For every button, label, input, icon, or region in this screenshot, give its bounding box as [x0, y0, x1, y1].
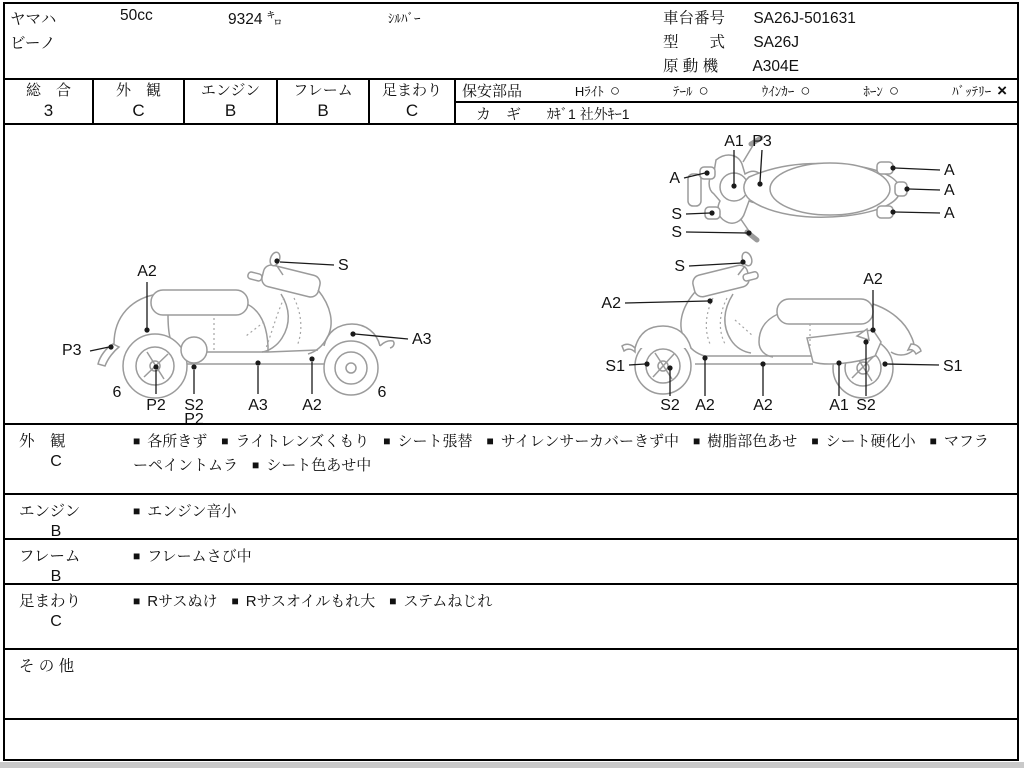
grade-box-undercarriage: [368, 78, 456, 125]
label-body-p3: P3: [752, 133, 772, 150]
grade-undercarriage-label: 足まわり: [381, 82, 442, 99]
safety-parts-title: 保安部品: [462, 83, 523, 100]
top-view-scooter-outline: [688, 138, 907, 240]
condition-other-label: そ の 他: [19, 658, 75, 675]
label-rear-wheel-p2: P2: [146, 397, 166, 414]
label-rear-body-a2: A2: [137, 263, 157, 280]
model-type-value: SA26J: [753, 34, 799, 51]
checkbox-filled-icon: ■: [811, 434, 819, 448]
diagram-right-side-view: [575, 244, 1005, 424]
condition-engine-grade: B: [50, 523, 62, 540]
diagram-top-view: [650, 132, 980, 250]
condition-engine-label: エンジン: [19, 503, 81, 520]
grade-engine-value: B: [224, 101, 237, 120]
condition-item: ■ フレームさび中: [133, 548, 252, 565]
checkbox-filled-icon: ■: [486, 434, 494, 448]
condition-item: ■ Rサスぬけ: [133, 593, 218, 610]
condition-item: ■ エンジン音小: [133, 503, 237, 520]
safety-item-battery: ﾊﾞｯﾃﾘｰ ×: [952, 81, 1007, 100]
label-front-cowl-a2: A2: [601, 295, 621, 312]
condition-row-exterior: [3, 423, 1019, 493]
condition-row-frame: [3, 538, 1019, 583]
condition-undercarriage-items: [123, 585, 1019, 648]
label-muffler-s2: S2: [184, 397, 204, 414]
condition-frame-items: [123, 540, 1019, 583]
condition-item: ■ 樹脂部色あせ: [693, 433, 798, 450]
grade-undercarriage-value: C: [405, 101, 419, 120]
engine-code-row: [663, 54, 799, 76]
maker-text: ヤマハ: [10, 11, 57, 28]
key-row: [456, 103, 1017, 124]
condition-row-engine: [3, 493, 1019, 538]
condition-row-empty: [3, 718, 1019, 761]
safety-parts-row: [456, 80, 1017, 103]
label-rear-a-bottom: A: [944, 205, 955, 222]
scan-edge-strip: [0, 762, 1024, 768]
grade-frame-label: フレーム: [293, 82, 353, 99]
condition-item: ■ Rサスオイルもれ大: [231, 593, 376, 610]
label-floor-a3: A3: [248, 397, 268, 414]
grade-overall-label: 総 合: [25, 82, 71, 99]
condition-undercarriage-label: 足まわり: [19, 593, 82, 610]
grade-overall-value: 3: [43, 101, 54, 120]
condition-item: ■ 各所きず: [133, 433, 208, 450]
condition-engine-items: [123, 495, 1019, 538]
grade-box-engine: [183, 78, 278, 125]
condition-frame-label: フレーム: [19, 548, 81, 565]
key-label: カ ギ: [476, 106, 522, 123]
condition-item: ■ シート色あせ中: [252, 457, 372, 474]
grade-frame-value: B: [317, 101, 329, 120]
condition-other-items: [123, 650, 1019, 718]
label-floor-a2: A2: [753, 397, 773, 414]
chassis-number-value: SA26J-501631: [753, 10, 856, 27]
label-mirror-s: S: [674, 258, 685, 275]
grade-box-exterior: [92, 78, 185, 125]
checkbox-filled-icon: ■: [133, 504, 141, 518]
condition-item: ■ マフラーペイントムラ: [133, 433, 989, 474]
checkbox-filled-icon: ■: [221, 434, 229, 448]
grade-box-frame: [276, 78, 370, 125]
label-mirror-s-lower: S: [671, 224, 682, 241]
grade-exterior-value: C: [132, 101, 145, 120]
mileage-text: 9324 ㌔: [228, 11, 283, 28]
diagram-left-side-view: [18, 244, 468, 424]
condition-item: ■ シート硬化小: [811, 433, 916, 450]
condition-item: ■ シート張替: [383, 433, 473, 450]
condition-item: ■ ステムねじれ: [389, 593, 493, 610]
condition-undercarriage-grade: C: [50, 613, 62, 630]
engine-code-value: A304E: [752, 58, 799, 75]
label-headlight-a1: A1: [724, 133, 744, 150]
label-mirror-s-upper: S: [671, 206, 682, 223]
label-mirror-s: S: [338, 257, 349, 274]
label-muffler-p2: P2: [184, 411, 204, 424]
label-front-hub-s2: S2: [660, 397, 680, 414]
safety-parts-box: [454, 78, 1019, 125]
tail-status-mark: ○: [698, 81, 709, 100]
condition-table: [3, 423, 1019, 761]
condition-row-other: [3, 648, 1019, 718]
key-value: ｶｷﾞ1 社外ｷｰ1: [547, 105, 630, 122]
model-name-text: ビーノ: [10, 35, 56, 52]
condition-item: ■ サイレンサーカバーきず中: [486, 433, 680, 450]
condition-exterior-items: [123, 425, 1019, 493]
label-cowl-lower-a2: A2: [695, 397, 715, 414]
label-rear-tire-6: 6: [112, 384, 122, 401]
label-rear-a-mid: A: [944, 182, 955, 199]
condition-item: ■ ライトレンズくもり: [221, 433, 370, 450]
horn-status-mark: ○: [888, 81, 900, 100]
condition-exterior-grade: C: [50, 453, 62, 470]
grade-row: [3, 78, 1019, 125]
battery-status-mark: ×: [997, 81, 1007, 100]
condition-frame-grade: B: [50, 568, 62, 585]
safety-item-headlight: Hﾗｲﾄ ○: [574, 81, 621, 100]
grade-engine-label: エンジン: [200, 82, 261, 99]
checkbox-filled-icon: ■: [231, 594, 239, 608]
label-front-tire-6: 6: [377, 384, 387, 401]
condition-row-undercarriage: [3, 583, 1019, 648]
checkbox-filled-icon: ■: [133, 594, 141, 608]
safety-item-tail: ﾃｰﾙ ○: [673, 81, 709, 100]
left-view-labels: [62, 257, 432, 424]
label-rear-wheel-s1: S1: [943, 358, 963, 375]
condition-exterior-label: 外 観: [19, 433, 66, 450]
engine-code-label: 原 動 機: [663, 58, 719, 75]
model-type-row: [663, 30, 799, 52]
checkbox-filled-icon: ■: [929, 434, 937, 448]
displacement-text: 50cc: [120, 7, 153, 24]
checkbox-filled-icon: ■: [389, 594, 397, 608]
label-rear-a-top: A: [944, 162, 955, 179]
model-type-label: 型 式: [663, 34, 726, 51]
label-front-a: A: [669, 170, 680, 187]
label-front-lower-a2: A2: [302, 397, 322, 414]
checkbox-filled-icon: ■: [133, 549, 141, 563]
label-front-wheel-s1: S1: [605, 358, 625, 375]
safety-item-horn: ﾎｰﾝ ○: [863, 81, 900, 100]
checkbox-filled-icon: ■: [693, 434, 701, 448]
label-engine-a1: A1: [829, 397, 849, 414]
label-rear-body-a2: A2: [863, 271, 883, 288]
checkbox-filled-icon: ■: [252, 458, 260, 472]
label-rear-top-s2: S2: [856, 397, 876, 414]
chassis-number-label: 車台番号: [663, 10, 726, 27]
chassis-number-row: [663, 6, 856, 28]
color-text: ｼﾙﾊﾞｰ: [388, 11, 421, 26]
grade-box-overall: [3, 78, 94, 125]
checkbox-filled-icon: ■: [133, 434, 141, 448]
checkbox-filled-icon: ■: [383, 434, 391, 448]
headlight-status-mark: ○: [609, 81, 621, 100]
safety-item-winker: ｳｲﾝｶｰ ○: [761, 81, 811, 100]
label-front-fender-a3: A3: [412, 331, 432, 348]
grade-exterior-label: 外 観: [115, 82, 161, 99]
winker-status-mark: ○: [800, 81, 811, 100]
label-rear-fender-p3: P3: [62, 342, 82, 359]
